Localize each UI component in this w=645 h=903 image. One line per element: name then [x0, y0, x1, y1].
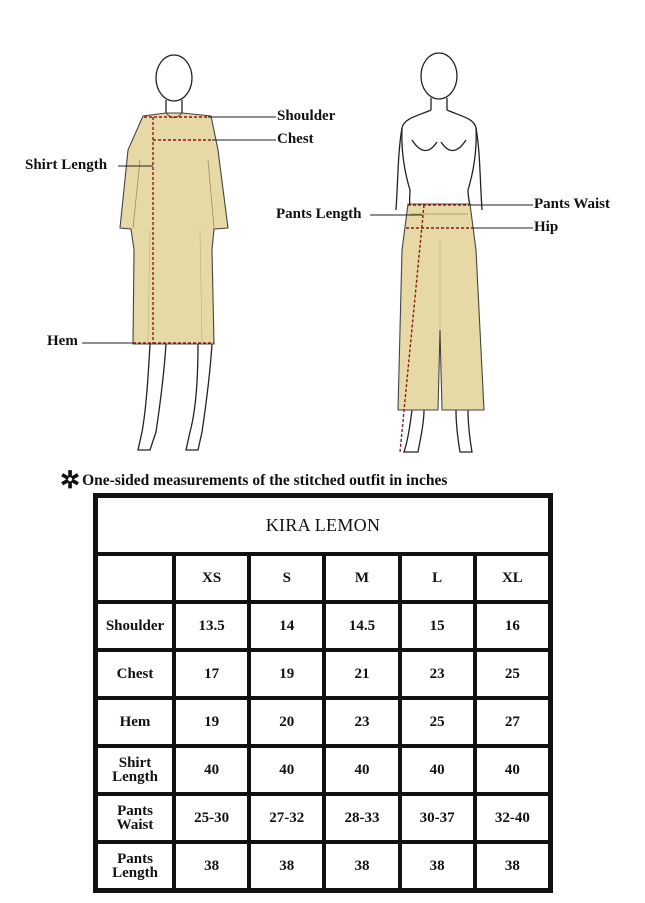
table-cell: 38: [174, 842, 249, 890]
table-row: [96, 602, 550, 650]
table-cell: 15: [400, 602, 475, 650]
label-hem: Hem: [47, 333, 78, 349]
table-cell: 16: [475, 602, 550, 650]
row-label: Hem: [96, 698, 174, 746]
table-cell: 14: [249, 602, 324, 650]
table-cell: 28-33: [324, 794, 399, 842]
table-cell: 27-32: [249, 794, 324, 842]
label-chest: Chest: [277, 131, 314, 147]
row-label: Shirt Length: [96, 746, 174, 794]
size-header: L: [400, 554, 475, 602]
asterisk-icon: ✲: [60, 468, 81, 494]
table-cell: 38: [475, 842, 550, 890]
table-cell: 38: [400, 842, 475, 890]
label-pants-length: Pants Length: [276, 206, 362, 222]
label-pants-waist: Pants Waist: [534, 196, 610, 212]
table-cell: 38: [324, 842, 399, 890]
table-row: [96, 746, 550, 794]
table-title: KIRA LEMON: [96, 496, 550, 554]
table-cell: 14.5: [324, 602, 399, 650]
kurta-garment: [120, 113, 228, 344]
size-header-row: [96, 554, 550, 602]
measurement-note: [60, 466, 447, 495]
table-cell: 17: [174, 650, 249, 698]
table-row: [96, 698, 550, 746]
pants-figure-head: [421, 53, 457, 99]
table-cell: 40: [400, 746, 475, 794]
pants-garment: [398, 204, 484, 410]
table-row: [96, 794, 550, 842]
table-cell: 27: [475, 698, 550, 746]
table-cell: 40: [249, 746, 324, 794]
table-cell: 25: [475, 650, 550, 698]
table-cell: 40: [475, 746, 550, 794]
size-header: XS: [174, 554, 249, 602]
table-cell: 23: [400, 650, 475, 698]
table-cell: 25: [400, 698, 475, 746]
table-cell: 19: [249, 650, 324, 698]
table-cell: 30-37: [400, 794, 475, 842]
label-hip: Hip: [534, 219, 559, 235]
size-header: S: [249, 554, 324, 602]
measurement-note-text: One-sided measurements of the stitched outfit in inches: [82, 472, 448, 489]
size-header: XL: [475, 554, 550, 602]
row-label: Pants Length: [96, 842, 174, 890]
label-shirt-length: Shirt Length: [25, 157, 108, 173]
table-cell: 13.5: [174, 602, 249, 650]
table-cell: 23: [324, 698, 399, 746]
table-cell: 19: [174, 698, 249, 746]
row-label: Pants Waist: [96, 794, 174, 842]
size-header: M: [324, 554, 399, 602]
label-shoulder: Shoulder: [277, 108, 336, 124]
row-label: Chest: [96, 650, 174, 698]
corner-cell: [96, 554, 174, 602]
size-chart-table: [93, 493, 553, 893]
table-cell: 32-40: [475, 794, 550, 842]
table-cell: 40: [324, 746, 399, 794]
row-label: Shoulder: [96, 602, 174, 650]
table-row: [96, 842, 550, 890]
kurta-figure-head: [156, 55, 192, 101]
table-cell: 21: [324, 650, 399, 698]
table-cell: 25-30: [174, 794, 249, 842]
table-cell: 40: [174, 746, 249, 794]
table-cell: 38: [249, 842, 324, 890]
table-row: [96, 650, 550, 698]
table-cell: 20: [249, 698, 324, 746]
